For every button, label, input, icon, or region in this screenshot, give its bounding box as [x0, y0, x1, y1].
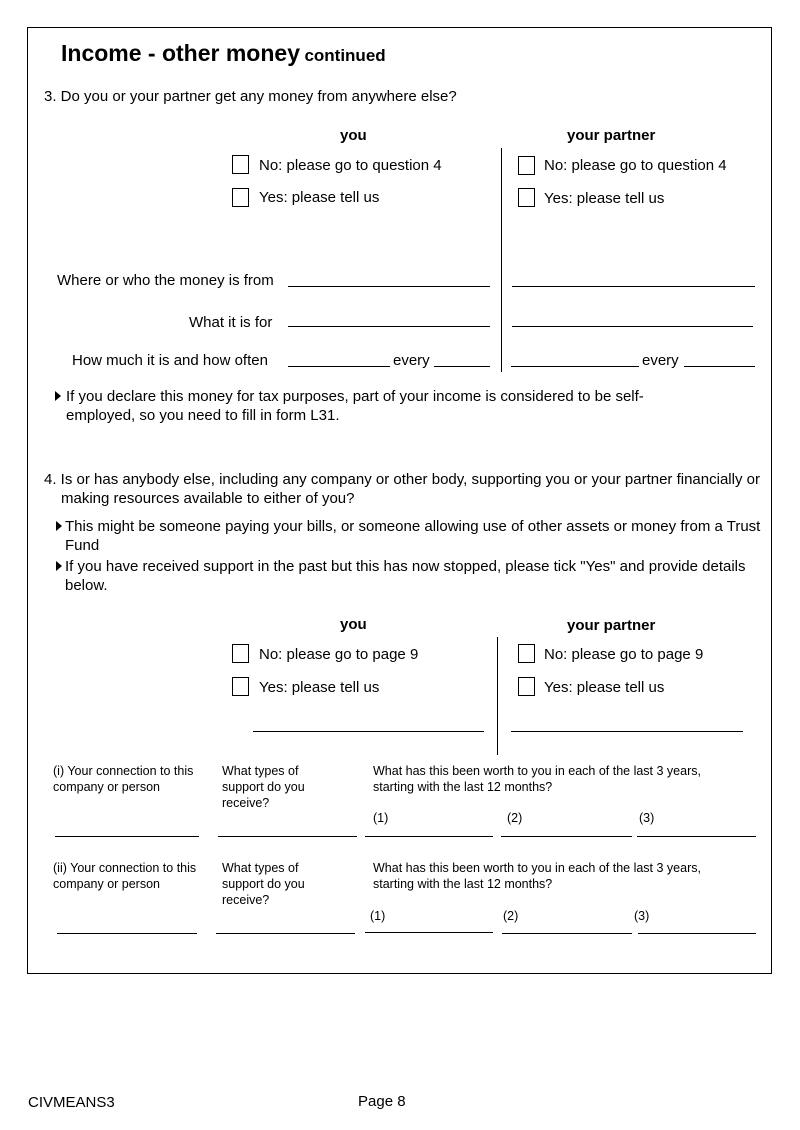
q3-question: 3. Do you or your partner get any money from anywhere else? — [44, 88, 457, 105]
row2-worth-label: What has this been worth to you in each of the last 3 years, starting with the last 12 months? — [373, 861, 701, 891]
q3-partner-yes-label: Yes: please tell us — [544, 190, 665, 207]
row2-col1-label: (1) — [370, 909, 386, 923]
q3-partner-heading: your partner — [567, 127, 656, 144]
q3-you-heading: you — [340, 127, 367, 144]
q4-partner-no-checkbox[interactable] — [518, 644, 535, 663]
q4-question: 4. Is or has anybody else, including any company or other body, supporting you or your partner financially or making resources available to either of you? — [44, 471, 760, 507]
q3-you-source-field[interactable] — [288, 286, 490, 287]
row2-year3-field[interactable] — [638, 933, 756, 934]
q4-you-no-label: No: please go to page 9 — [259, 646, 419, 663]
row2-col2-label: (2) — [503, 909, 519, 923]
row1-types-label: What types of support do you receive? — [222, 764, 305, 810]
q3-what-label: What it is for — [189, 314, 273, 331]
q3-you-amount-field[interactable] — [288, 366, 390, 367]
q3-note: If you declare this money for tax purposes, part of your income is considered to be self-employed, so you need to fill in form L31. — [66, 388, 644, 424]
row1-types-field[interactable] — [218, 836, 357, 837]
q3-you-what-field[interactable] — [288, 326, 490, 327]
q4-you-yes-checkbox[interactable] — [232, 677, 249, 696]
q3-you-no-checkbox[interactable] — [232, 155, 249, 174]
q4-partner-no-label: No: please go to page 9 — [544, 646, 704, 663]
q3-column-divider — [501, 148, 502, 372]
page-number: Page 8 — [358, 1093, 406, 1110]
q4-partner-details-field[interactable] — [511, 731, 743, 732]
row1-year3-field[interactable] — [637, 836, 756, 837]
q3-partner-no-checkbox[interactable] — [518, 156, 535, 175]
form-code: CIVMEANS3 — [28, 1094, 115, 1111]
q4-partner-yes-checkbox[interactable] — [518, 677, 535, 696]
bullet-arrow-icon — [56, 561, 62, 571]
q4-note2: If you have received support in the past but this has now stopped, please tick "Yes" and provide details below. — [65, 558, 746, 594]
q3-partner-what-field[interactable] — [512, 326, 753, 327]
bullet-arrow-icon — [56, 521, 62, 531]
q4-column-divider — [497, 637, 498, 755]
q4-partner-yes-label: Yes: please tell us — [544, 679, 665, 696]
q3-partner-no-label: No: please go to question 4 — [544, 157, 727, 174]
q3-source-label: Where or who the money is from — [57, 272, 274, 289]
q3-partner-amount-field[interactable] — [511, 366, 639, 367]
q4-partner-heading: your partner — [567, 617, 656, 634]
q3-you-frequency-field[interactable] — [434, 366, 490, 367]
row2-year1-field[interactable] — [365, 932, 493, 933]
q3-partner-every-label: every — [642, 352, 679, 369]
q3-partner-frequency-field[interactable] — [684, 366, 755, 367]
row2-col3-label: (3) — [634, 909, 650, 923]
row2-connection-label: (ii) Your connection to this company or person — [53, 861, 197, 891]
page-title — [61, 40, 386, 67]
q3-you-every-label: every — [393, 352, 430, 369]
row1-worth-label: What has this been worth to you in each of the last 3 years, starting with the last 12 months? — [373, 764, 701, 794]
row1-year1-field[interactable] — [365, 836, 493, 837]
q4-you-details-field[interactable] — [253, 731, 484, 732]
q3-you-no-label: No: please go to question 4 — [259, 157, 442, 174]
q3-partner-source-field[interactable] — [512, 286, 755, 287]
q3-how-label: How much it is and how often — [72, 352, 268, 369]
row2-types-label: What types of support do you receive? — [222, 861, 305, 907]
q4-you-no-checkbox[interactable] — [232, 644, 249, 663]
title-suffix: continued — [304, 46, 386, 65]
q4-note1: This might be someone paying your bills, or someone allowing use of other assets or money from a Trust Fund — [65, 518, 761, 554]
row1-year2-field[interactable] — [501, 836, 632, 837]
bullet-arrow-icon — [55, 391, 61, 401]
row2-year2-field[interactable] — [502, 933, 632, 934]
q4-you-yes-label: Yes: please tell us — [259, 679, 380, 696]
q4-you-heading: you — [340, 616, 367, 633]
row1-connection-field[interactable] — [55, 836, 199, 837]
row1-col1-label: (1) — [373, 811, 389, 825]
row1-col3-label: (3) — [639, 811, 655, 825]
row2-types-field[interactable] — [216, 933, 355, 934]
row2-connection-field[interactable] — [57, 933, 197, 934]
title-main: Income - other money — [61, 40, 300, 66]
row1-col2-label: (2) — [507, 811, 523, 825]
q3-you-yes-label: Yes: please tell us — [259, 189, 380, 206]
row1-connection-label: (i) Your connection to this company or person — [53, 764, 194, 794]
q3-partner-yes-checkbox[interactable] — [518, 188, 535, 207]
q3-you-yes-checkbox[interactable] — [232, 188, 249, 207]
